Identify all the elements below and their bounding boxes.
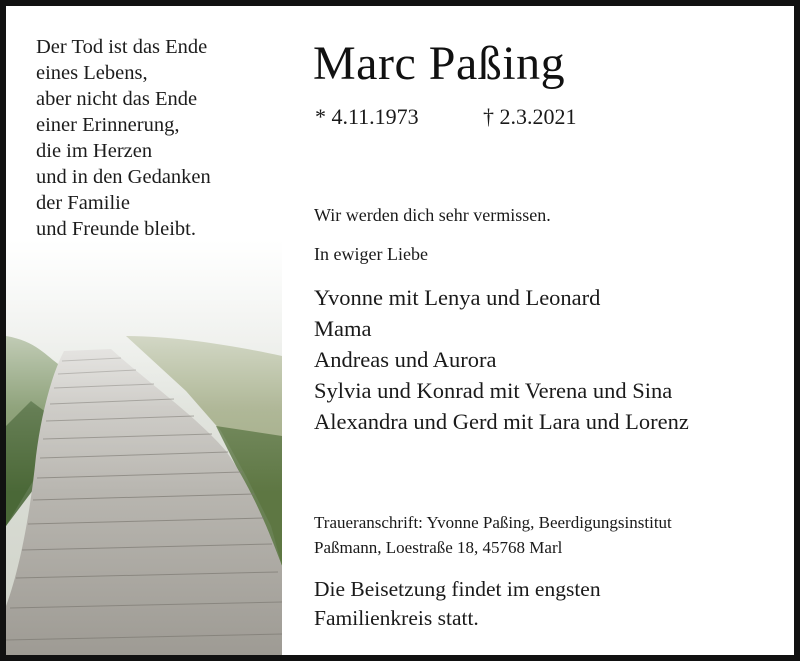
quote-line: die im Herzen [36,140,153,162]
quote-line: aber nicht das Ende [36,88,198,110]
left-panel [6,6,282,655]
notice-line: Die Beisetzung findet im engsten [314,577,601,601]
love-message: In ewiger Liebe [314,244,428,264]
address-line: Paßmann, Loestraße 18, 45768 Marl [314,538,563,557]
birth-date: * 4.11.1973 [315,104,419,129]
funeral-notice [314,575,601,633]
notice-line: Familienkreis statt. [314,606,479,630]
family-member: Yvonne mit Lenya und Leonard [314,285,601,310]
quote-line: Der Tod ist das Ende [36,36,208,58]
quote-line: und Freunde bleibt. [36,218,196,240]
mourning-address [314,510,672,560]
quote-line: der Familie [36,192,130,214]
family-member: Andreas und Aurora [314,347,497,372]
family-member: Mama [314,316,372,341]
death-date: † 2.3.2021 [483,104,577,129]
address-line: Traueranschrift: Yvonne Paßing, Beerdigungsinstitut [314,513,672,532]
memorial-quote [36,34,276,242]
quote-line: und in den Gedanken [36,166,211,188]
miss-message: Wir werden dich sehr vermissen. [314,205,551,225]
quote-line: einer Erinnerung, [36,114,180,136]
family-member: Alexandra und Gerd mit Lara und Lorenz [314,409,689,434]
quote-line: eines Lebens, [36,62,148,84]
family-member: Sylvia und Konrad mit Verena und Sina [314,378,673,403]
family-list [314,282,689,437]
deceased-name: Marc Paßing [313,37,566,90]
